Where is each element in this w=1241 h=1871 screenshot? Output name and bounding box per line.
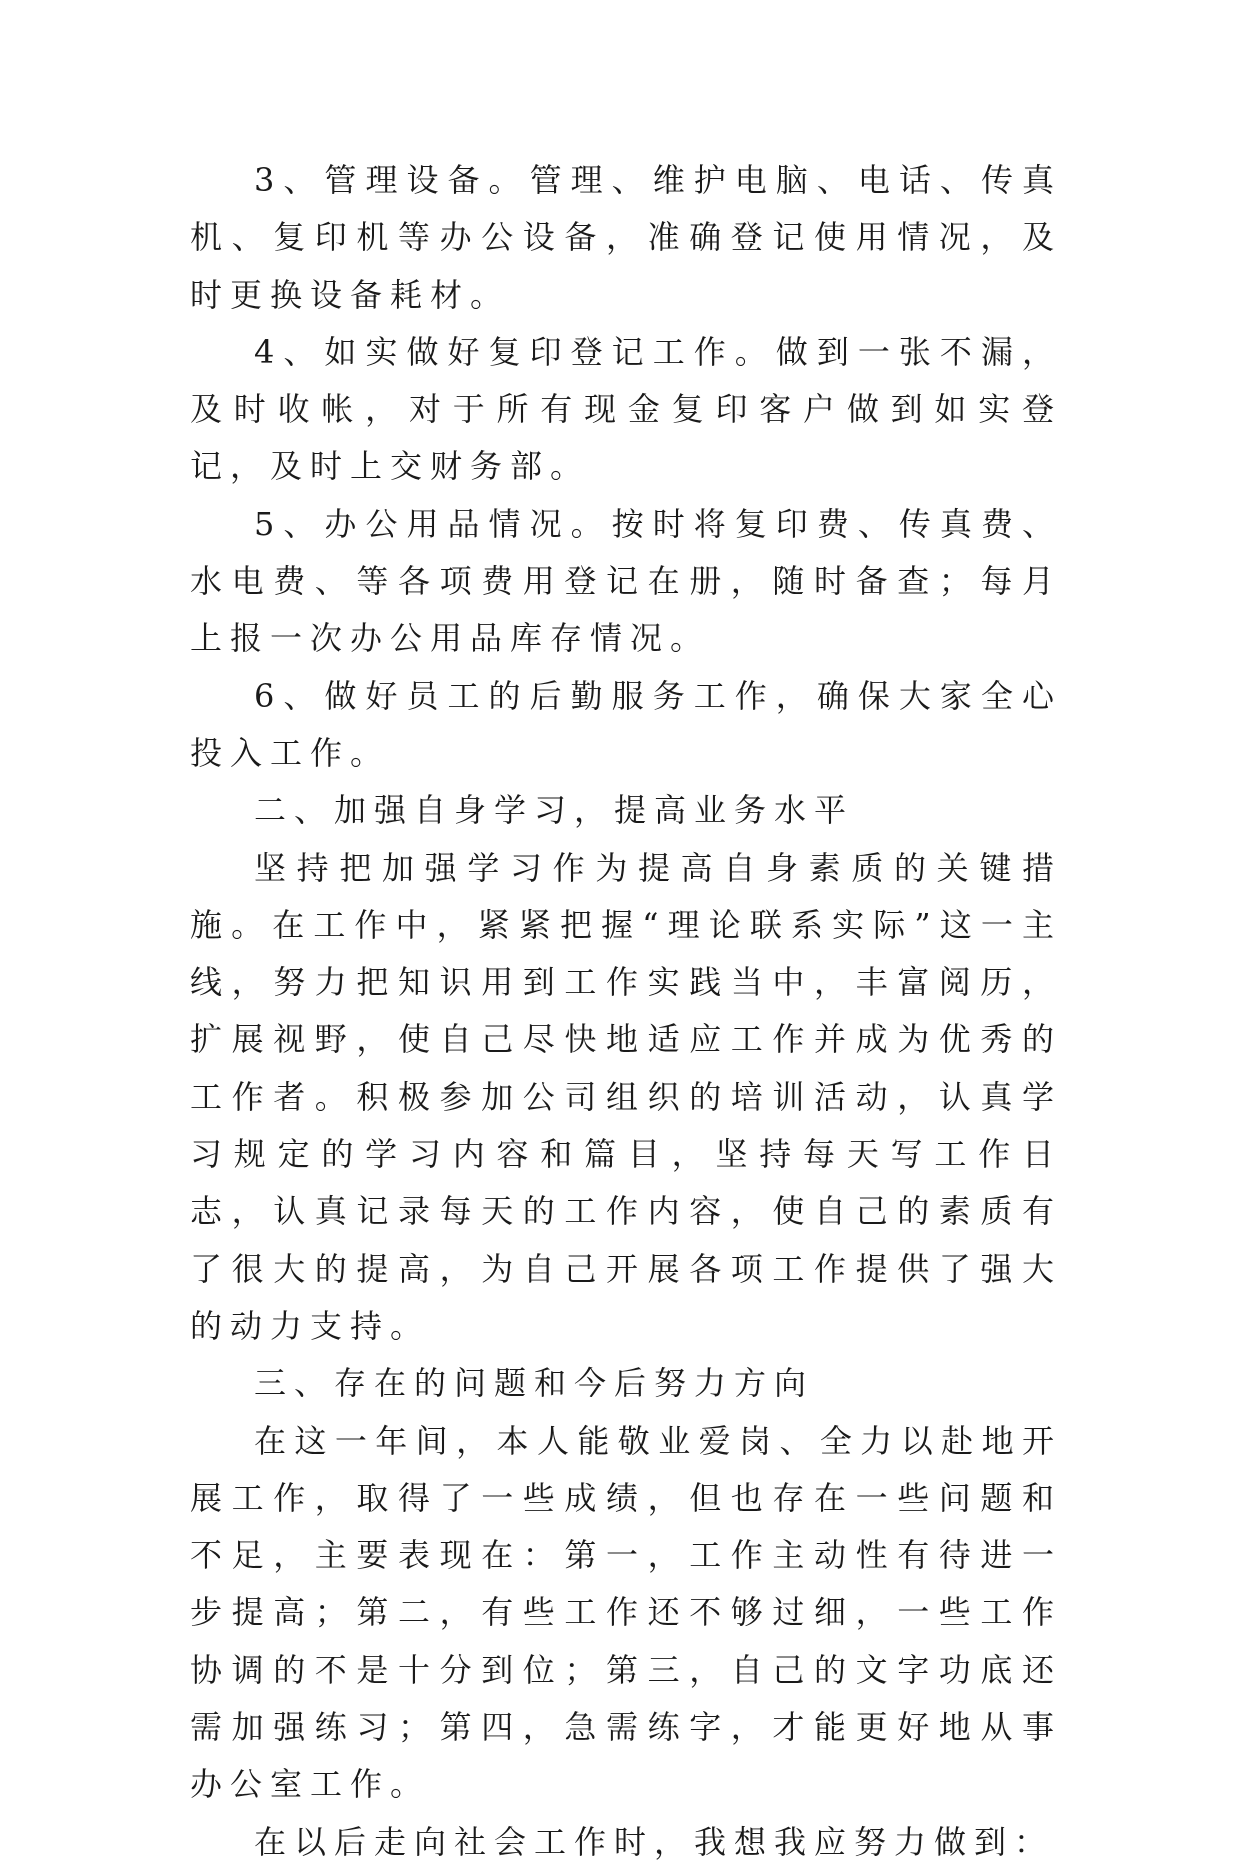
paragraph-future: 在以后走向社会工作时，我想我应努力做到： bbox=[254, 1822, 1055, 1861]
section-heading-study: 二、加强自身学习，提高业务水平 bbox=[254, 791, 855, 830]
section-heading-problems: 三、存在的问题和今后努力方向 bbox=[254, 1364, 815, 1403]
paragraph-office-supplies: 5、办公用品情况。按时将复印费、传真费、水电费、等各项费用登记在册，随时备查；每月上报一次办公用品库存情况。 bbox=[190, 504, 1062, 658]
paragraph-study: 坚持把加强学习作为提高自身素质的关键措施。在工作中，紧紧把握“理论联系实际”这一主线，努力把知识用到工作实践当中，丰富阅历，扩展视野，使自己尽快地适应工作并成为优秀的工作者。积极参加公司组织的培训活动，认真学习规定的学习内容和篇目，坚持每天写工作日志，认真记录每天的工作内容，使自己的素质有了很大的提高，为自己开展各项工作提供了强大的动力支持。 bbox=[190, 848, 1062, 1345]
paragraph-equipment: 3、管理设备。管理、维护电脑、电话、传真机、复印机等办公设备，准确登记使用情况，及时更换设备耗材。 bbox=[190, 161, 1062, 314]
document-body bbox=[190, 152, 1062, 1871]
paragraph-copy-registration: 4、如实做好复印登记工作。做到一张不漏，及时收帐，对于所有现金复印客户做到如实登记，及时上交财务部。 bbox=[190, 332, 1062, 486]
paragraph-problems: 在这一年间，本人能敬业爱岗、全力以赴地开展工作，取得了一些成绩，但也存在一些问题和不足，主要表现在：第一，工作主动性有待进一步提高；第二，有些工作还不够过细，一些工作协调的不是十分到位；第三，自己的文字功底还需加强练习；第四，急需练字，才能更好地从事办公室工作。 bbox=[190, 1421, 1062, 1804]
paragraph-logistics: 6、做好员工的后勤服务工作，确保大家全心投入工作。 bbox=[190, 676, 1062, 772]
